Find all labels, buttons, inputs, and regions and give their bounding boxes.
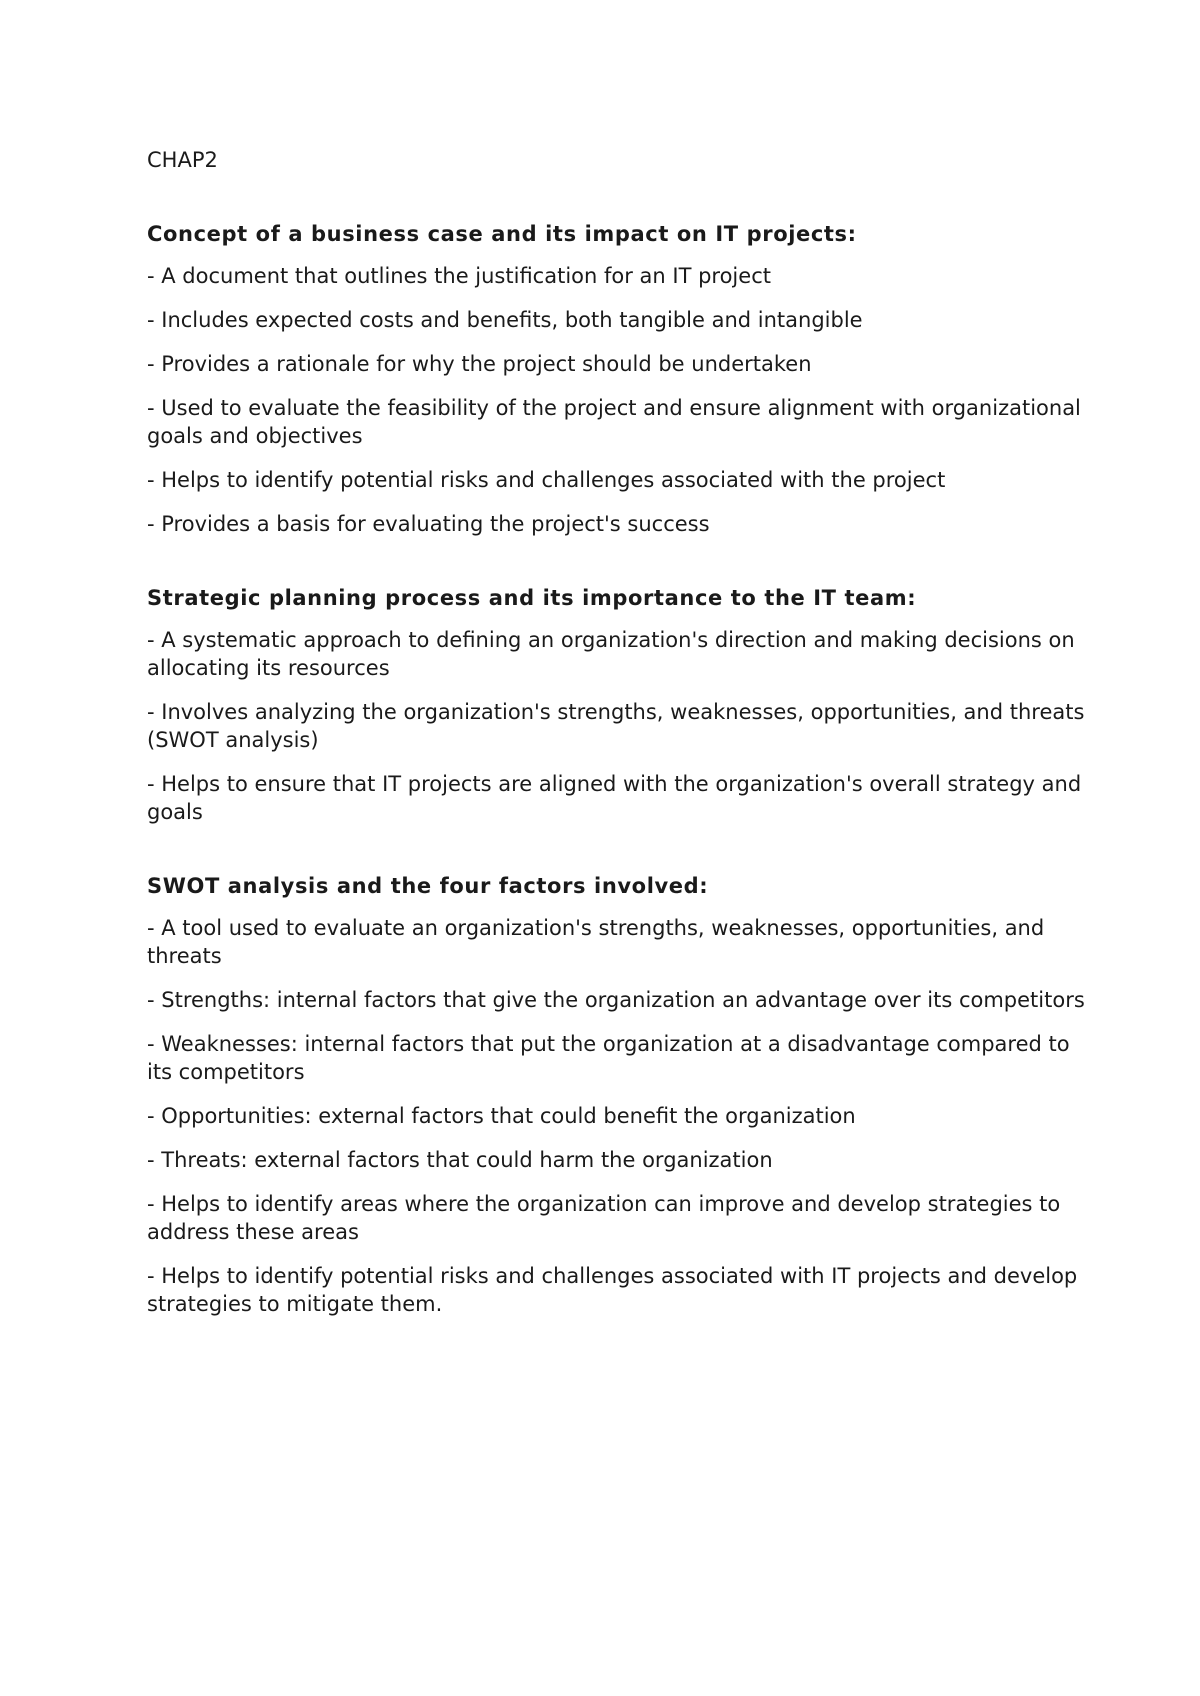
bullet-item: - Includes expected costs and benefits, both tangible and intangible [147, 308, 863, 332]
section-swot-analysis [147, 872, 1087, 1318]
bullet-item: - Used to evaluate the feasibility of the project and ensure alignment with organizational goals and objectives [147, 396, 1081, 448]
document-page [147, 146, 1087, 1364]
bullet-item: - Helps to identify areas where the organization can improve and develop strategies to address these areas [147, 1192, 1061, 1244]
section-business-case [147, 220, 1087, 538]
bullet-item: - Provides a rationale for why the project should be undertaken [147, 352, 812, 376]
bullet-item: - A systematic approach to defining an organization's direction and making decisions on allocating its resources [147, 628, 1075, 680]
section-heading: SWOT analysis and the four factors involved: [147, 874, 709, 898]
bullet-item: - Weaknesses: internal factors that put the organization at a disadvantage compared to its competitors [147, 1032, 1070, 1084]
bullet-item: - Threats: external factors that could harm the organization [147, 1148, 773, 1172]
bullet-item: - Helps to identify potential risks and challenges associated with the project [147, 468, 946, 492]
section-strategic-planning [147, 584, 1087, 826]
section-heading: Concept of a business case and its impact on IT projects: [147, 222, 857, 246]
section-heading: Strategic planning process and its importance to the IT team: [147, 586, 917, 610]
bullet-item: - Opportunities: external factors that could benefit the organization [147, 1104, 856, 1128]
document-title: CHAP2 [147, 148, 218, 172]
bullet-item: - A document that outlines the justification for an IT project [147, 264, 771, 288]
bullet-item: - Strengths: internal factors that give the organization an advantage over its competitors [147, 988, 1085, 1012]
bullet-item: - Involves analyzing the organization's strengths, weaknesses, opportunities, and threats (SWOT analysis) [147, 700, 1085, 752]
bullet-item: - Helps to identify potential risks and challenges associated with IT projects and develop strategies to mitigate them. [147, 1264, 1078, 1316]
bullet-item: - Provides a basis for evaluating the project's success [147, 512, 710, 536]
bullet-item: - Helps to ensure that IT projects are aligned with the organization's overall strategy and goals [147, 772, 1082, 824]
bullet-item: - A tool used to evaluate an organization's strengths, weaknesses, opportunities, and threats [147, 916, 1045, 968]
